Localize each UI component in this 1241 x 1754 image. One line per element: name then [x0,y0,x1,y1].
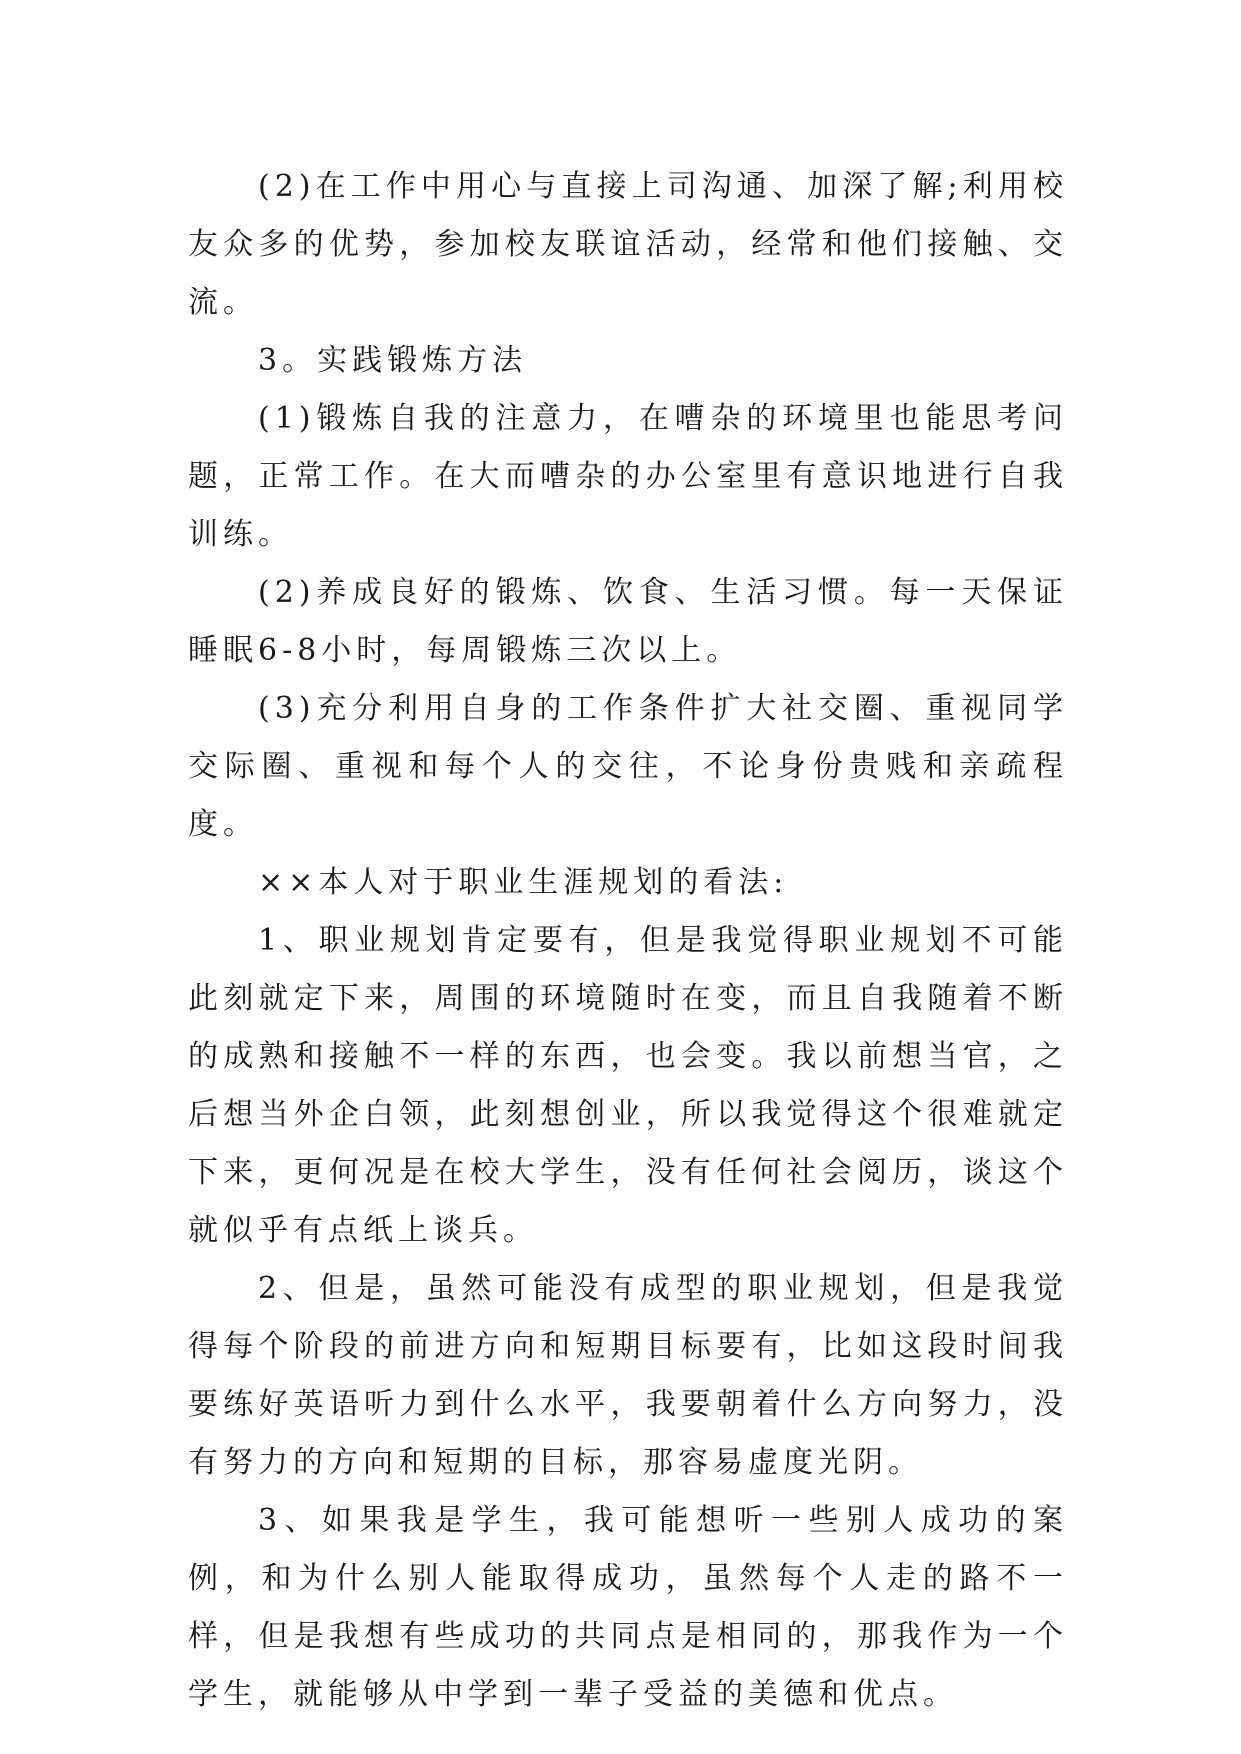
paragraph-view-2: 2、但是，虽然可能没有成型的职业规划，但是我觉得每个阶段的前进方向和短期目标要有，比如这段时间我要练好英语听力到什么水平，我要朝着什么方向努力，没有努力的方向和短期的目标，那容易虚度光阴。 [188,1271,1068,1480]
paragraph-attention-training: (1)锻炼自我的注意力，在嘈杂的环境里也能思考问题，正常工作。在大而嘈杂的办公室里有意识地进行自我训练。 [188,401,1068,552]
section-heading-practice-methods: 3。实践锻炼方法 [258,343,528,378]
section-heading-career-views: ××本人对于职业生涯规划的看法: [258,865,789,900]
paragraph-habits: (2)养成良好的锻炼、饮食、生活习惯。每一天保证睡眠6-8小时，每周锻炼三次以上。 [188,575,1068,668]
paragraph-communication: (2)在工作中用心与直接上司沟通、加深了解;利用校友众多的优势，参加校友联谊活动，经常和他们接触、交流。 [188,169,1068,320]
paragraph-social-circle: (3)充分利用自身的工作条件扩大社交圈、重视同学交际圈、重视和每个人的交往，不论身份贵贱和亲疏程度。 [188,691,1068,842]
document-body [188,158,1068,1724]
paragraph-view-1: 1、职业规划肯定要有，但是我觉得职业规划不可能此刻就定下来，周围的环境随时在变，而且自我随着不断的成熟和接触不一样的东西，也会变。我以前想当官，之后想当外企白领，此刻想创业，所以我觉得这个很难就定下来，更何况是在校大学生，没有任何社会阅历，谈这个就似乎有点纸上谈兵。 [188,923,1068,1248]
paragraph-view-3: 3、如果我是学生，我可能想听一些别人成功的案例，和为什么别人能取得成功，虽然每个人走的路不一样，但是我想有些成功的共同点是相同的，那我作为一个学生，就能够从中学到一辈子受益的美德和优点。 [188,1503,1068,1712]
